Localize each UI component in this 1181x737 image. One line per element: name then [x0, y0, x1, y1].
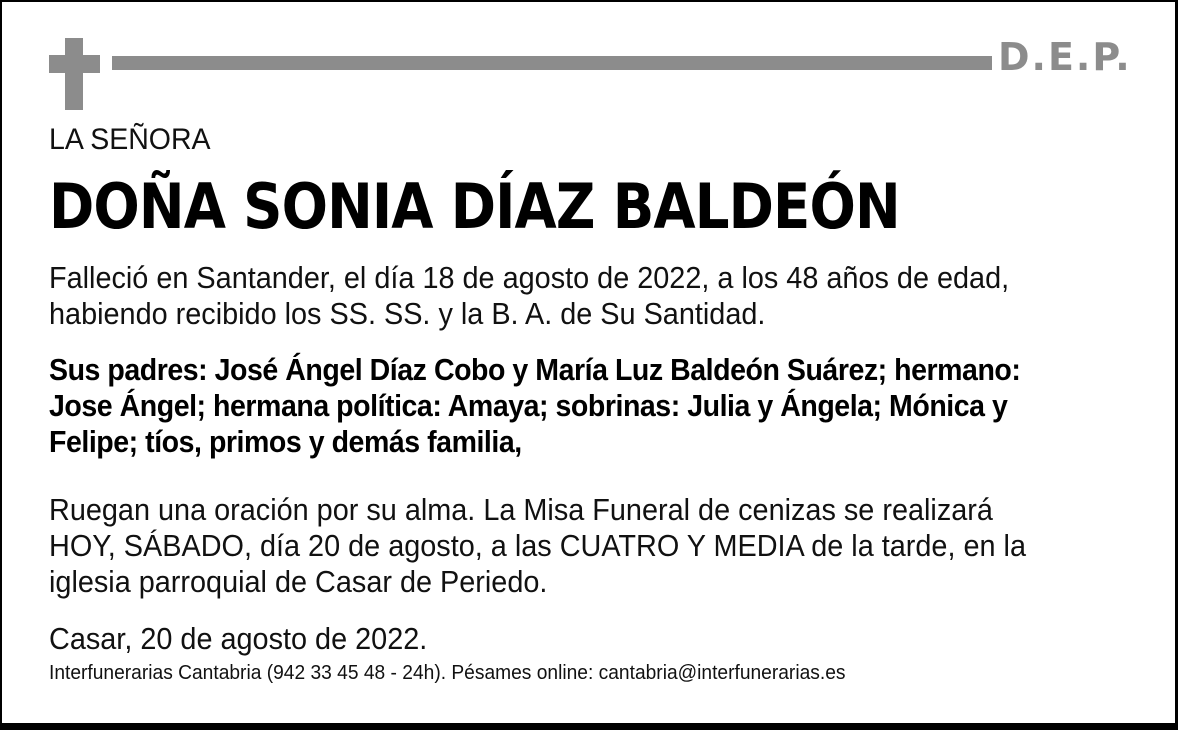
death-notice-line: habiendo recibido los SS. SS. y la B. A. de Su Santidad. [49, 296, 766, 331]
death-notice [49, 260, 1009, 332]
service-line: Ruegan una oración por su alma. La Misa Funeral de cenizas se realizará [49, 492, 993, 527]
cross-vertical-bar [65, 38, 83, 110]
family-line: Sus padres: José Ángel Díaz Cobo y María Luz Baldeón Suárez; hermano: [49, 352, 1021, 387]
family-list [49, 352, 1020, 460]
service-line: iglesia parroquial de Casar de Periedo. [49, 564, 548, 599]
family-line: Felipe; tíos, primos y demás familia, [49, 424, 522, 459]
service-line: HOY, SÁBADO, día 20 de agosto, a las CUATRO Y MEDIA de la tarde, en la [49, 528, 1026, 563]
service-details [49, 492, 1026, 600]
cross-horizontal-bar [49, 55, 100, 73]
header-rule [112, 56, 992, 70]
death-notice-line: Falleció en Santander, el día 18 de agosto de 2022, a los 48 años de edad, [49, 260, 1010, 295]
place-date: Casar, 20 de agosto de 2022. [49, 621, 428, 656]
funeral-home-contact: Interfunerarias Cantabria (942 33 45 48 - 24h). Pésames online: cantabria@interfunerarias.es [49, 662, 846, 684]
honorific: LA SEÑORA [49, 123, 211, 156]
family-line: Jose Ángel; hermana política: Amaya; sobrinas: Julia y Ángela; Mónica y [49, 388, 1008, 423]
deceased-name: DOÑA SONIA DÍAZ BALDEÓN [49, 170, 900, 243]
dep-label: D.E.P. [998, 35, 1132, 79]
